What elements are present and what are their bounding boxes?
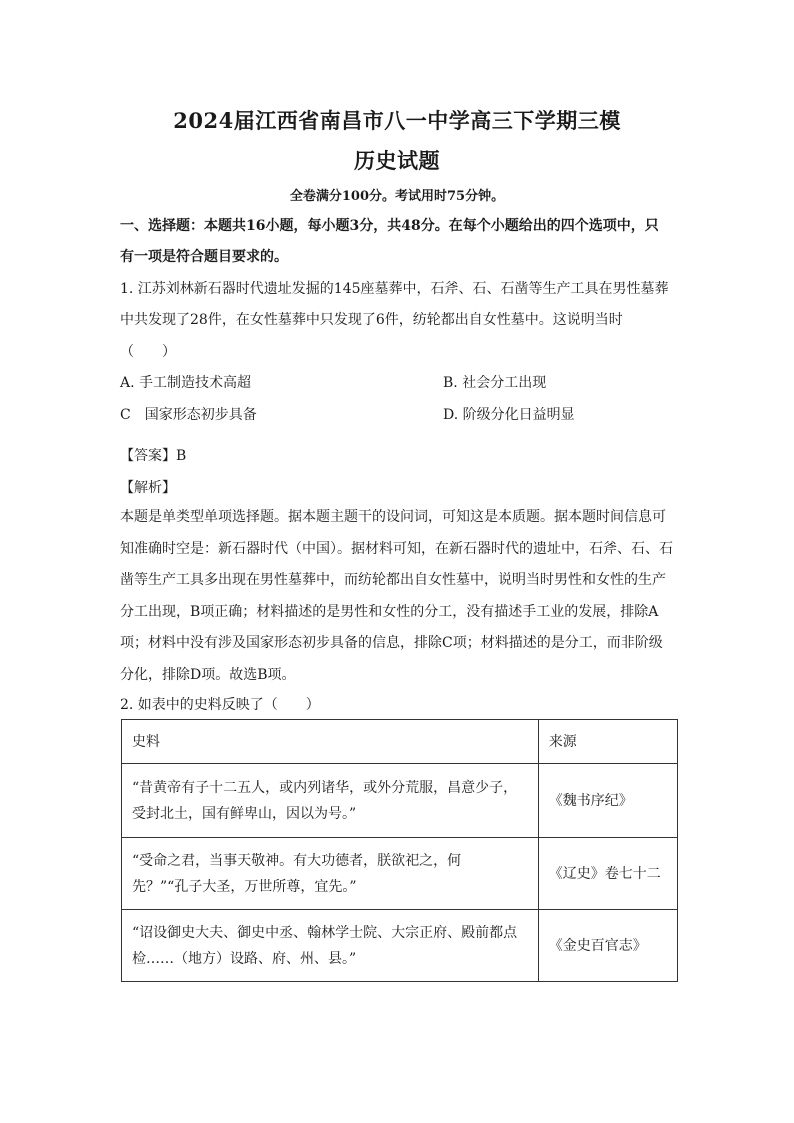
- quote-line: 先？”“孔子大圣，万世所尊，宜先。”: [132, 878, 357, 895]
- exam-title: 2024届江西省南昌市八一中学高三下学期三模: [173, 108, 621, 133]
- table-header-row: [122, 720, 678, 764]
- q1-option-c: C 国家形态初步具备: [120, 407, 257, 423]
- source-table: [121, 719, 678, 982]
- table-row: [122, 910, 678, 982]
- q1-option-d: D. 阶级分化日益明显: [443, 407, 575, 423]
- table-header-origin: 来源: [538, 720, 677, 764]
- q1-option-a: A. 手工制造技术高超: [120, 375, 252, 391]
- table-header-source-text: 史料: [122, 720, 539, 764]
- quote-line: 检……（地方）设路、府、州、县。”: [132, 950, 357, 967]
- q1-analysis-text: 本题是单类型单项选择题。据本题主题干的设问词，可知这是本质题。据本题时间信息可知准确时空是：新石器时代（中国）。据材料可知，在新石器时代的遗址中，石斧、石、石凿等生产工具多出现在男性墓葬中，而纺轮都出自女性墓中，说明当时男性和女性的生产分工出现，B项正确；材料描述的是男性和女性的分工，没有描述手工业的发展，排除A项；材料中没有涉及国家形态初步具备的信息，排除C项；材料描述的是分工，而非阶级分化，排除D项。故选B项。: [120, 509, 673, 683]
- subject-title: 历史试题: [354, 148, 440, 173]
- q1-blank: （ ）: [120, 344, 176, 360]
- q1-analysis-label: 【解析】: [120, 480, 176, 496]
- q1-answer: 【答案】B: [120, 448, 187, 464]
- table-cell-quote: [122, 910, 539, 982]
- table-row: [122, 838, 678, 910]
- quote-line: “受命之君，当事天敬神。有大功德者，朕欲祀之，何: [132, 852, 462, 869]
- q2-stem: 2. 如表中的史料反映了（ ）: [120, 697, 320, 713]
- section-heading-line2: 有一项是符合题目要求的。: [120, 249, 288, 265]
- table-cell-source: 《辽史》卷七十二: [538, 838, 677, 910]
- table-cell-quote: [122, 764, 539, 838]
- table-cell-quote: [122, 838, 539, 910]
- q1-option-b: B. 社会分工出现: [443, 375, 547, 391]
- table-cell-source: 《魏书序纪》: [538, 764, 677, 838]
- table-row: [122, 764, 678, 838]
- q1-stem-line2: 中共发现了28件，在女性墓葬中只发现了6件，纺轮都出自女性墓中。这说明当时: [120, 312, 623, 328]
- quote-line: 受封北土，国有鲜卑山，因以为号。”: [132, 805, 357, 822]
- q1-stem-line1: 1. 江苏刘林新石器时代遗址发掘的145座墓葬中，石斧、石、石凿等生产工具在男性墓葬: [120, 281, 669, 297]
- section-heading-line1: 一、选择题：本题共16小题，每小题3分，共48分。在每个小题给出的四个选项中，只: [120, 218, 659, 234]
- exam-note: 全卷满分100分。考试用时75分钟。: [289, 189, 505, 204]
- quote-line: “诏设御史大夫、御史中丞、翰林学士院、大宗正府、殿前都点: [132, 924, 518, 941]
- table-cell-source: 《金史百官志》: [538, 910, 677, 982]
- quote-line: “昔黄帝有子十二五人，或内列诸华，或外分荒服，昌意少子，: [132, 779, 518, 796]
